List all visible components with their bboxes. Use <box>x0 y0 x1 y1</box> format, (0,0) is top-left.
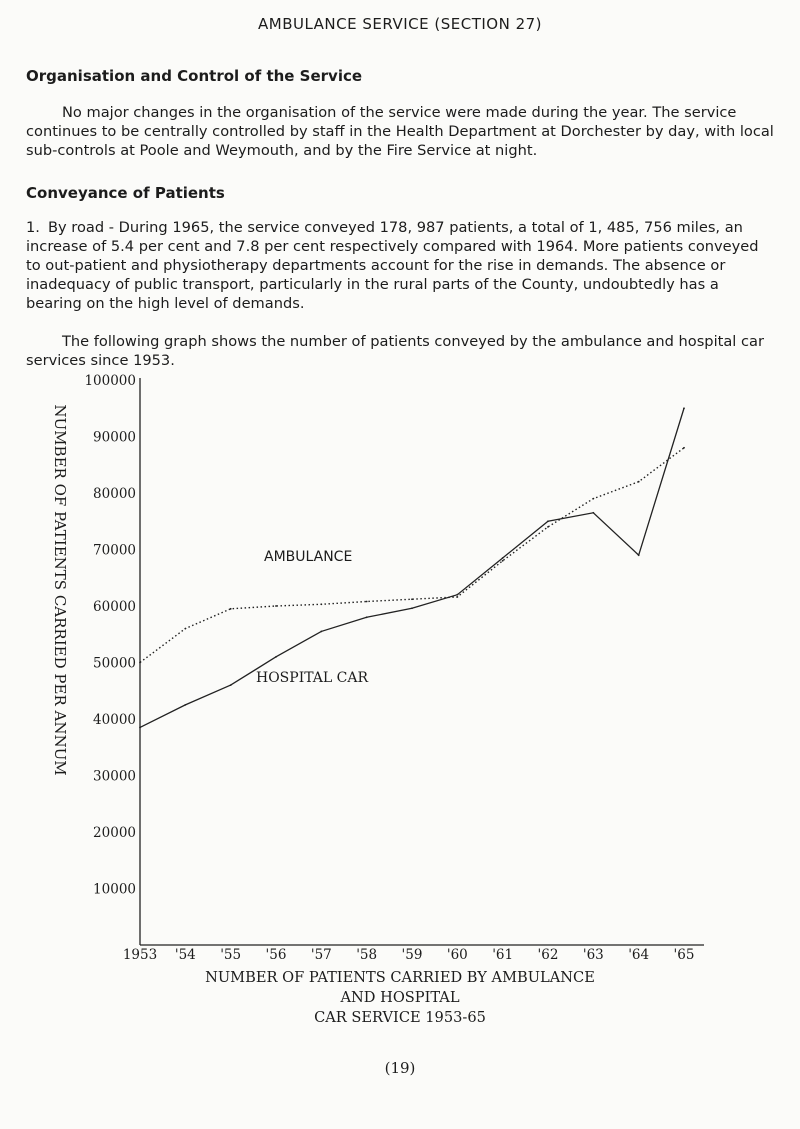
x-tick-label: '65 <box>673 947 695 963</box>
x-tick-label: '57 <box>310 947 332 963</box>
data-point <box>139 662 141 664</box>
x-tick-label: 1953 <box>122 947 158 963</box>
graph-intro-text: The following graph shows the number of patients conveyed by the ambulance and hospital car services since 1953. <box>26 333 764 369</box>
data-point <box>456 594 458 596</box>
data-point <box>502 560 504 562</box>
item-number: 1. <box>26 219 40 236</box>
chart-y-axis-title: NUMBER OF PATIENTS CARRIED PER ANNUM <box>51 404 69 776</box>
data-point <box>547 520 549 522</box>
x-tick-label: '54 <box>174 947 196 963</box>
data-point <box>320 603 322 605</box>
data-point <box>592 512 594 514</box>
data-point <box>638 554 640 556</box>
data-point <box>320 631 322 633</box>
x-tick-label: '63 <box>582 947 604 963</box>
series-label-ambulance: AMBULANCE <box>264 549 353 565</box>
x-tick-label: '62 <box>537 947 559 963</box>
data-point <box>230 684 232 686</box>
data-point <box>638 481 640 483</box>
y-tick-label: 60000 <box>93 599 136 615</box>
y-tick-label: 70000 <box>93 542 136 559</box>
x-tick-label: '60 <box>446 947 468 963</box>
data-point <box>275 605 277 607</box>
data-point <box>275 656 277 658</box>
series-label-hospital-car: HOSPITAL CAR <box>256 670 369 686</box>
y-tick-label: 90000 <box>93 429 136 446</box>
organisation-heading: Organisation and Control of the Service <box>26 67 363 85</box>
data-point <box>184 628 186 630</box>
data-point <box>366 616 368 618</box>
conveyance-heading: Conveyance of Patients <box>26 184 225 202</box>
data-point <box>683 407 685 409</box>
data-point <box>411 607 413 609</box>
y-tick-label: 40000 <box>93 712 136 728</box>
chart-caption-line1: NUMBER OF PATIENTS CARRIED BY AMBULANCE AND HOSPITAL <box>205 969 595 1006</box>
y-tick-label: 20000 <box>93 825 136 841</box>
x-tick-label: '61 <box>492 947 514 963</box>
x-tick-label: '55 <box>220 947 242 963</box>
data-point <box>139 727 141 729</box>
data-point <box>411 598 413 600</box>
data-point <box>547 526 549 528</box>
data-point <box>366 601 368 603</box>
y-tick-label: 80000 <box>93 486 136 502</box>
series-line-ambulance <box>140 448 684 663</box>
data-point <box>184 704 186 706</box>
x-tick-label: '64 <box>628 947 650 963</box>
x-tick-label: '59 <box>401 947 423 963</box>
y-tick-label: 50000 <box>93 655 136 672</box>
y-tick-label: 10000 <box>93 881 136 898</box>
x-tick-label: '58 <box>356 947 378 963</box>
y-tick-label: 100000 <box>84 373 136 389</box>
page-number: (19) <box>384 1059 416 1077</box>
data-point <box>683 447 685 449</box>
chart-caption-line2: CAR SERVICE 1953-65 <box>314 1009 486 1026</box>
data-point <box>592 498 594 500</box>
x-tick-label: '56 <box>265 947 287 963</box>
series-line-hospital-car <box>140 408 684 727</box>
chart-caption <box>200 968 600 1028</box>
conveyance-text: By road - During 1965, the service conveyed 178, 987 patients, a total of 1, 485, 756 miles, an increase of 5.4 per cent and 7.8 per cent respectively compared with 1964. More patients conveyed to out-patient and physiotherapy departments account for the rise in demands. The absence or inadequacy of public transport, particularly in the rural parts of the County, undoubtedly has a bearing on the high level of demands. <box>26 219 759 312</box>
data-point <box>456 596 458 598</box>
y-tick-label: 30000 <box>93 768 136 785</box>
data-point <box>230 608 232 610</box>
page-header: AMBULANCE SERVICE (SECTION 27) <box>257 15 543 33</box>
organisation-text: No major changes in the organisation of the service were made during the year. The service continues to be centrally controlled by staff in the Health Department at Dorchester by day, with local sub-controls at Poole and Weymouth, and by the Fire Service at night. <box>26 104 774 159</box>
data-point <box>502 557 504 559</box>
